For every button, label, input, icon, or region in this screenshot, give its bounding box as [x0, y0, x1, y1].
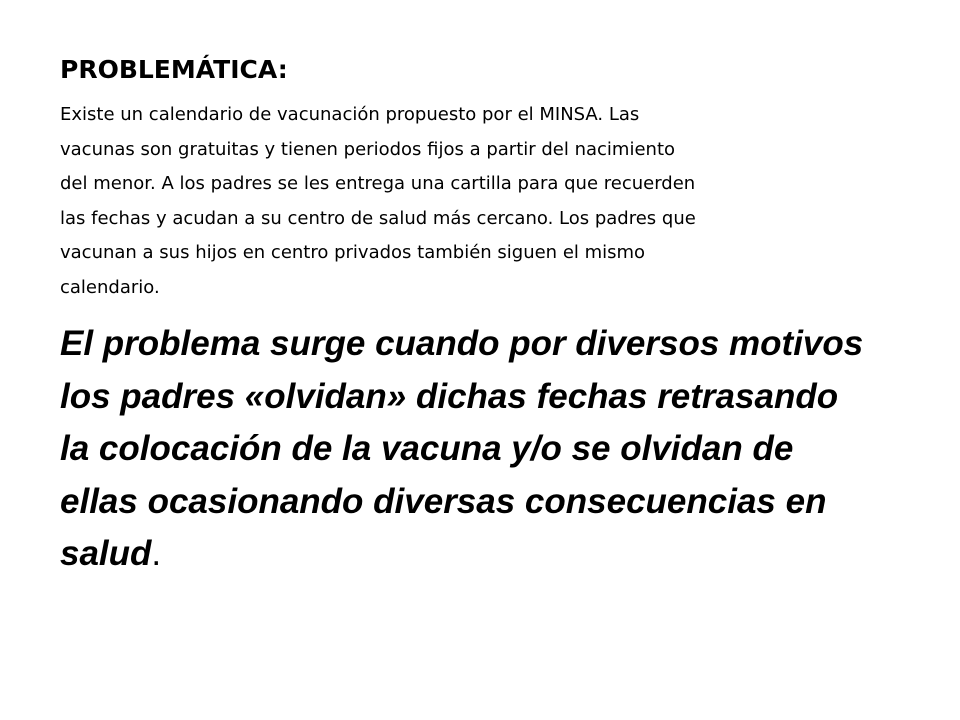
emphasis-period: .	[151, 534, 162, 573]
emphasis-line: salud	[60, 534, 152, 573]
problem-description	[60, 98, 860, 305]
emphasis-line: El problema surge cuando por diversos motivos	[60, 324, 864, 363]
body-line: calendario.	[60, 276, 160, 298]
emphasis-line: ellas ocasionando diversas consecuencias en	[60, 481, 827, 521]
emphasis-last-line	[60, 528, 920, 581]
body-line: vacunan a sus hijos en centro privados también siguen el mismo	[60, 242, 646, 263]
body-line: vacunas son gratuitas y tienen periodos fijos a partir del nacimiento	[60, 138, 676, 160]
emphasis-line: los padres «olvidan» dichas fechas retrasando	[60, 376, 839, 416]
body-line: Existe un calendario de vacunación propuesto por el MINSA. Las	[60, 104, 640, 125]
emphasis-line: la colocación de la vacuna y/o se olvidan de	[60, 429, 794, 468]
body-line: del menor. A los padres se les entrega una cartilla para que recuerden	[60, 173, 696, 194]
slide-title: PROBLEMÁTICA:	[60, 55, 288, 84]
body-line: las fechas y acudan a su centro de salud más cercano. Los padres que	[60, 207, 696, 229]
problem-statement	[60, 318, 920, 581]
